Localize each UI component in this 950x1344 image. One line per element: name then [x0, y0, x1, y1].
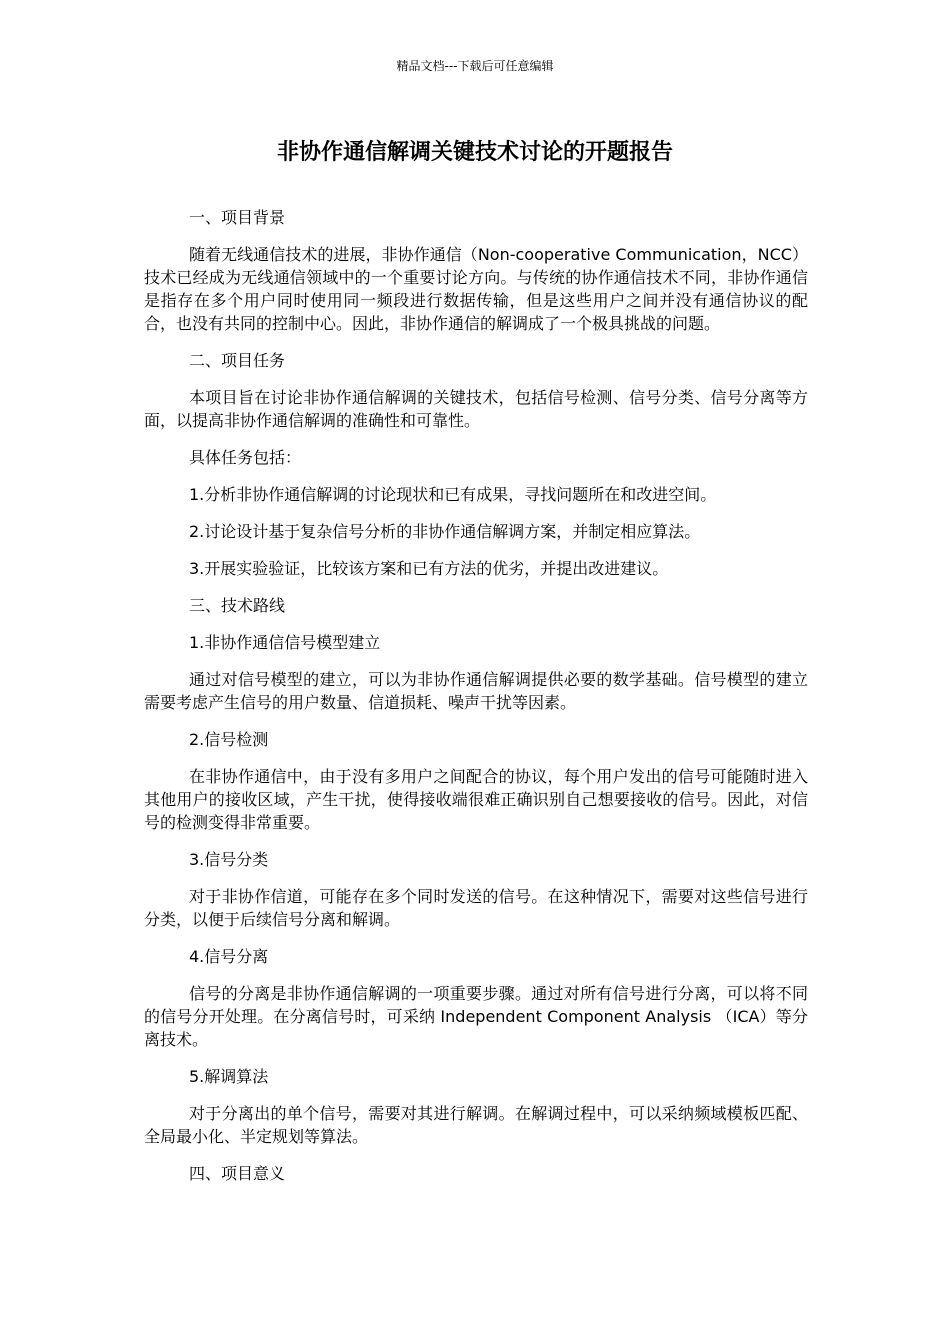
subheading-signal-model: 1.非协作通信信号模型建立: [189, 633, 381, 652]
paragraph-signal-separation: 信号的分离是非协作通信解调的一项重要步骤。通过对所有信号进行分离，可以将不同的信号分开处理。在分离信号时，可采纳 Independent Component Analysis （ICA）等分离技术。: [144, 984, 808, 1049]
page-header: 精品文档---下载后可任意编辑: [396, 59, 554, 73]
document-body: [144, 206, 808, 1199]
task-item-2: 2.讨论设计基于复杂信号分析的非协作通信解调方案，并制定相应算法。: [189, 522, 701, 541]
paragraph-task-intro: 具体任务包括：: [189, 448, 302, 467]
section-heading-background: 一、项目背景: [189, 208, 286, 227]
section-heading-tasks: 二、项目任务: [189, 351, 286, 370]
task-item-1: 1.分析非协作通信解调的讨论现状和已有成果，寻找问题所在和改进空间。: [189, 485, 717, 504]
subheading-demodulation-algorithm: 5.解调算法: [189, 1067, 269, 1086]
paragraph-demodulation-algorithm: 对于分离出的单个信号，需要对其进行解调。在解调过程中，可以采纳频域模板匹配、全局最小化、半定规划等算法。: [144, 1104, 808, 1146]
subheading-signal-separation: 4.信号分离: [189, 947, 269, 966]
paragraph-tasks: 本项目旨在讨论非协作通信解调的关键技术，包括信号检测、信号分类、信号分离等方面，以提高非协作通信解调的准确性和可靠性。: [144, 388, 808, 430]
paragraph-signal-model: 通过对信号模型的建立，可以为非协作通信解调提供必要的数学基础。信号模型的建立需要考虑产生信号的用户数量、信道损耗、噪声干扰等因素。: [144, 670, 808, 712]
section-heading-significance: 四、项目意义: [189, 1164, 286, 1183]
subheading-signal-detection: 2.信号检测: [189, 730, 269, 749]
paragraph-signal-detection: 在非协作通信中，由于没有多用户之间配合的协议，每个用户发出的信号可能随时进入其他用户的接收区域，产生干扰，使得接收端很难正确识别自己想要接收的信号。因此，对信号的检测变得非常重要。: [144, 767, 808, 832]
subheading-signal-classification: 3.信号分类: [189, 850, 269, 869]
section-heading-technical-route: 三、技术路线: [189, 596, 286, 615]
document-title: 非协作通信解调关键技术讨论的开题报告: [276, 140, 673, 165]
task-item-3: 3.开展实验验证，比较该方案和已有方法的优劣，并提出改进建议。: [189, 559, 669, 578]
paragraph-signal-classification: 对于非协作信道，可能存在多个同时发送的信号。在这种情况下，需要对这些信号进行分类，以便于后续信号分离和解调。: [144, 887, 808, 929]
paragraph-background: 随着无线通信技术的进展，非协作通信（Non-cooperative Communication，NCC）技术已经成为无线通信领域中的一个重要讨论方向。与传统的协作通信技术不同，非协作通信是指存在多个用户同时使用同一频段进行数据传输，但是这些用户之间并没有通信协议的配合，也没有共同的控制中心。因此，非协作通信的解调成了一个极具挑战的问题。: [144, 245, 808, 333]
